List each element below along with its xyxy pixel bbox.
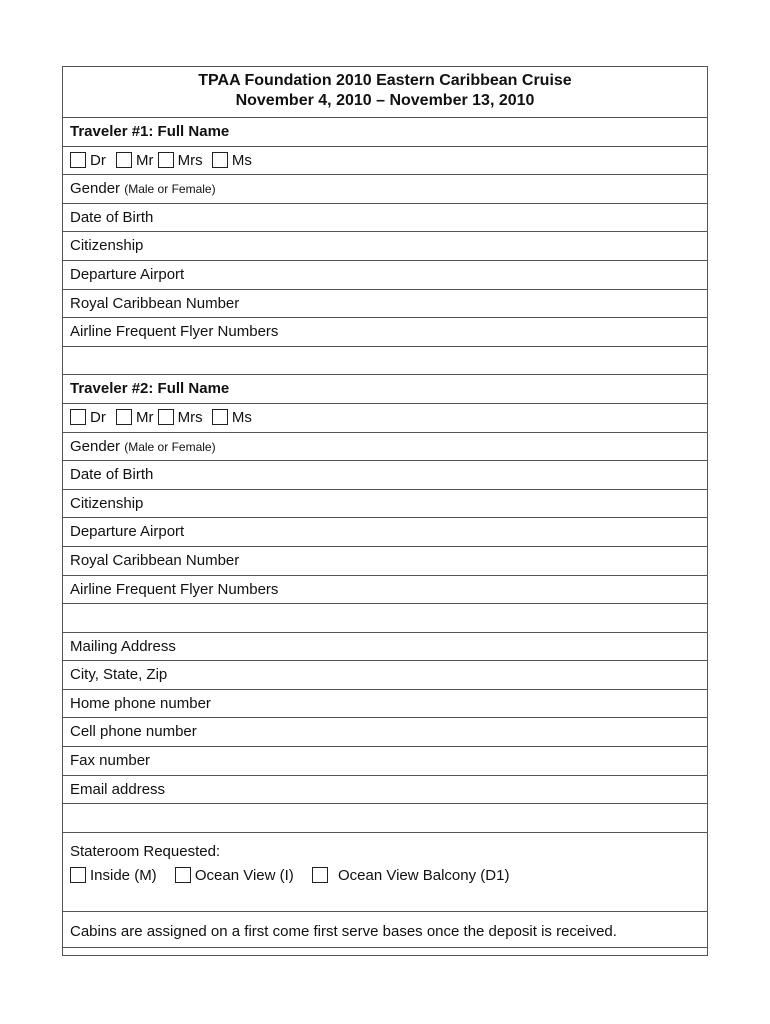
field-label: City, State, Zip [70, 666, 168, 684]
blank-row [63, 604, 707, 633]
traveler1-gender-hint: (Male or Female) [124, 182, 216, 197]
cabins-notice-text: Cabins are assigned on a first come first serve bases once the deposit is received. [70, 922, 617, 940]
traveler1-gender-label: Gender [70, 180, 121, 198]
traveler1-heading: Traveler #1: Full Name [70, 123, 230, 140]
traveler1-gender-field[interactable] [63, 175, 707, 204]
traveler1-title-row [63, 147, 707, 176]
traveler1-mrs-checkbox[interactable] [158, 152, 174, 168]
field-label: Email address [70, 780, 166, 798]
field-label: Citizenship [70, 237, 144, 255]
blank-row [63, 948, 707, 977]
traveler2-mr-label: Mr [136, 408, 154, 426]
field-label: Airline Frequent Flyer Numbers [70, 323, 279, 341]
traveler2-heading: Traveler #2: Full Name [70, 380, 230, 398]
traveler1-name-field[interactable] [63, 118, 707, 147]
traveler1-rc-number-field[interactable] [63, 290, 707, 319]
form-dates: November 4, 2010 – November 13, 2010 [235, 92, 535, 109]
field-label: Date of Birth [70, 466, 154, 484]
traveler2-gender-label: Gender [70, 437, 121, 455]
home-phone-field[interactable] [63, 690, 707, 719]
inside-checkbox[interactable] [70, 867, 86, 883]
ocean-view-balcony-label: Ocean View Balcony (D1) [337, 866, 510, 884]
traveler2-rc-number-field[interactable] [63, 547, 707, 576]
cabins-notice [63, 912, 707, 948]
traveler2-ms-label: Ms [231, 408, 252, 426]
traveler2-airport-field[interactable] [63, 518, 707, 547]
traveler2-ff-numbers-field[interactable] [63, 576, 707, 605]
field-label: Cell phone number [70, 723, 197, 741]
traveler2-dr-label: Dr [90, 408, 106, 426]
fax-field[interactable] [63, 747, 707, 776]
traveler1-mrs-label: Mrs [177, 151, 203, 169]
traveler2-mrs-checkbox[interactable] [158, 409, 174, 425]
traveler2-dob-field[interactable] [63, 461, 707, 490]
traveler2-mrs-label: Mrs [177, 408, 203, 426]
mailing-address-field[interactable] [63, 633, 707, 662]
traveler2-name-field[interactable] [63, 375, 707, 404]
field-label: Mailing Address [70, 637, 176, 655]
traveler2-gender-field[interactable] [63, 433, 707, 462]
field-label: Royal Caribbean Number [70, 551, 240, 569]
stateroom-label: Stateroom Requested: [70, 842, 221, 860]
traveler2-mr-checkbox[interactable] [116, 409, 132, 425]
traveler2-dr-checkbox[interactable] [70, 409, 86, 425]
traveler1-dr-checkbox[interactable] [70, 152, 86, 168]
traveler1-mr-checkbox[interactable] [116, 152, 132, 168]
traveler2-title-row [63, 404, 707, 433]
traveler1-ms-label: Ms [231, 151, 252, 169]
field-label: Departure Airport [70, 523, 185, 541]
email-field[interactable] [63, 776, 707, 805]
city-state-zip-field[interactable] [63, 661, 707, 690]
traveler1-ff-numbers-field[interactable] [63, 318, 707, 347]
stateroom-section [63, 833, 707, 912]
ocean-view-balcony-checkbox[interactable] [312, 867, 328, 883]
cruise-registration-form [62, 66, 708, 956]
traveler1-mr-label: Mr [136, 151, 154, 169]
traveler1-citizenship-field[interactable] [63, 232, 707, 261]
form-header [63, 67, 707, 118]
traveler2-gender-hint: (Male or Female) [124, 439, 216, 454]
inside-label: Inside (M) [90, 866, 157, 884]
traveler1-dob-field[interactable] [63, 204, 707, 233]
traveler1-dr-label: Dr [90, 151, 106, 169]
field-label: Airline Frequent Flyer Numbers [70, 580, 279, 598]
field-label: Date of Birth [70, 208, 154, 226]
cell-phone-field[interactable] [63, 718, 707, 747]
traveler2-citizenship-field[interactable] [63, 490, 707, 519]
traveler1-airport-field[interactable] [63, 261, 707, 290]
field-label: Fax number [70, 752, 151, 770]
traveler1-ms-checkbox[interactable] [212, 152, 228, 168]
field-label: Citizenship [70, 494, 144, 512]
form-title: TPAA Foundation 2010 Eastern Caribbean Cruise [198, 72, 572, 89]
field-label: Home phone number [70, 694, 211, 712]
blank-row [63, 347, 707, 376]
blank-row [63, 804, 707, 833]
field-label: Royal Caribbean Number [70, 294, 240, 312]
ocean-view-label: Ocean View (I) [194, 866, 294, 884]
traveler2-ms-checkbox[interactable] [212, 409, 228, 425]
ocean-view-checkbox[interactable] [175, 867, 191, 883]
field-label: Departure Airport [70, 265, 185, 283]
